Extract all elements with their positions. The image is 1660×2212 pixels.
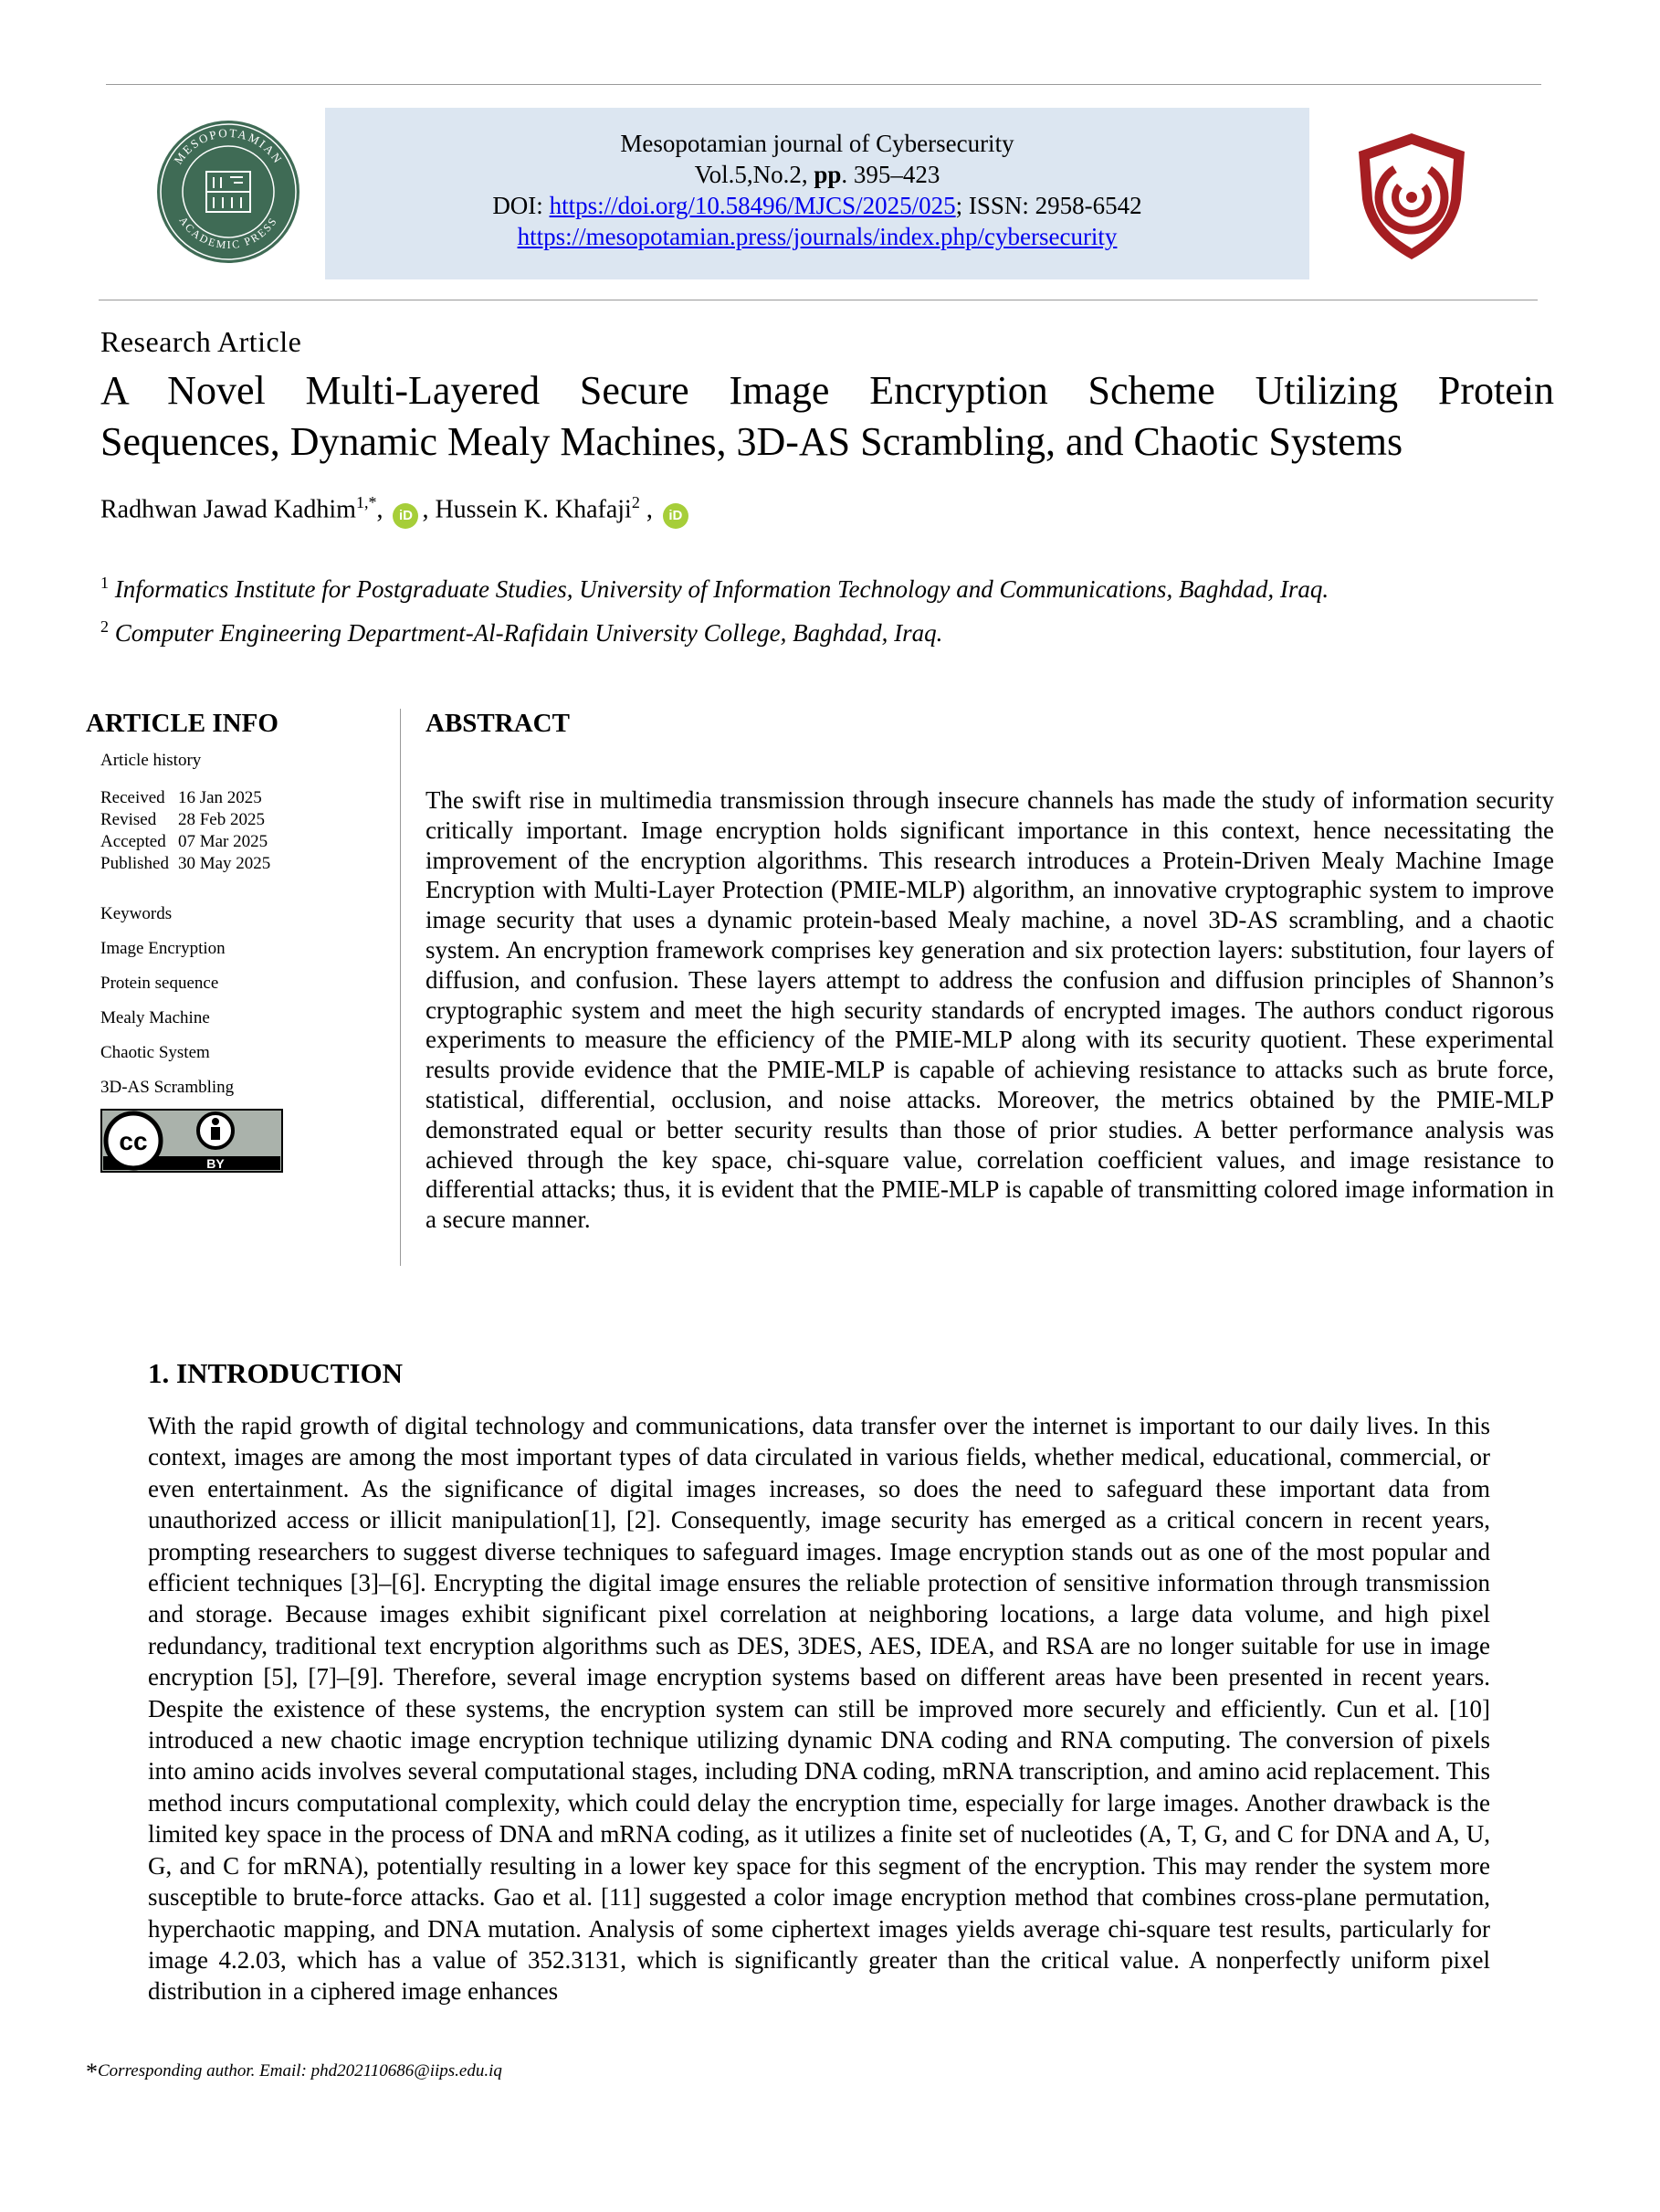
- header-top-rule: [106, 84, 1541, 85]
- article-history-label: Article history: [100, 751, 202, 770]
- orcid-icon[interactable]: iD: [663, 503, 688, 529]
- keyword-item: Mealy Machine: [100, 1008, 210, 1027]
- license-label: BY: [206, 1156, 225, 1171]
- affiliation-1: $^1$ Informatics Institute for Postgraduate Studies, University of Information Technology and Communications, Baghdad, Iraq.: [100, 574, 1329, 603]
- cc-by-license-icon[interactable]: [100, 1109, 283, 1173]
- column-divider: [400, 709, 401, 1266]
- history-row: Revised 28 Feb 2025: [100, 810, 265, 829]
- article-type: Research Article: [100, 325, 302, 358]
- author-list: Radhwan Jawad Kadhim$^{1,*}$, iD , Hussein K. Khafaji$^2$ , iD: [100, 493, 692, 529]
- history-row: Received 16 Jan 2025: [100, 788, 262, 807]
- author-1: Radhwan Jawad Kadhim: [100, 495, 356, 524]
- abstract-text: The swift rise in multimedia transmission through insecure channels has made the study of information security critically important. Image encryption holds significant importance in this context, hence necessitating the improvement of the encryption algorithms. This research introduces a Protein-Driven Mealy Machine Image Encryption with Multi-Layer Protection (PMIE-MLP) algorithm, an innovative cryptographic system to improve image security that uses a dynamic protein-based Mealy machine, a novel 3D-AS scrambling, and a chaotic system. An encryption framework comprises key generation and six protection layers: substitution, four layers of diffusion, and confusion. These layers attempt to address the confusion and diffusion principles of Shannon’s cryptographic system and meet the high security standards of encrypted images. The authors conduct rigorous experiments to measure the efficiency of the PMIE-MLP along with its security quotient. These experimental results provide evidence that the PMIE-MLP is capable of achieving resistance to attacks such as brute force, statistical, differential, occlusion, and noise attacks. Moreover, the metrics obtained by the PMIE-MLP demonstrated equal or better security results than those of prior studies. A better performance analysis was achieved through the key space, chi-square value, correlation coefficient values, and image resistance to differential attacks; thus, it is evident that the PMIE-MLP is capable of transmitting colored image information in a secure manner.: [426, 786, 1554, 1234]
- doi-link[interactable]: https://doi.org/10.58496/MJCS/2025/025: [549, 192, 956, 219]
- history-row: Published 30 May 2025: [100, 854, 271, 873]
- abstract-heading: ABSTRACT: [426, 709, 570, 738]
- keyword-item: Chaotic System: [100, 1043, 210, 1062]
- keyword-item: 3D-AS Scrambling: [100, 1078, 235, 1097]
- corresponding-author-footnote: *Corresponding author. Email: phd202110686@iips.edu.iq: [86, 2059, 502, 2085]
- journal-shield-logo: [1348, 128, 1476, 265]
- article-info-heading: ARTICLE INFO: [86, 709, 278, 738]
- journal-name: Mesopotamian journal of Cybersecurity: [620, 130, 1014, 157]
- keyword-item: Protein sequence: [100, 974, 219, 993]
- orcid-icon[interactable]: iD: [393, 503, 418, 529]
- keywords-label: Keywords: [100, 904, 173, 923]
- volume-pages: Vol.5,No.2, pp. 395–423: [694, 161, 940, 188]
- title-line-1: A Novel Multi-Layered Secure Image Encryption Scheme Utilizing Protein: [100, 368, 1554, 413]
- doi-line: DOI: https://doi.org/10.58496/MJCS/2025/025; ISSN: 2958-6542: [492, 192, 1142, 219]
- article-history-table: [100, 787, 279, 875]
- keyword-item: Image Encryption: [100, 939, 226, 958]
- article-title: [100, 365, 1554, 468]
- journal-info-box: [325, 108, 1309, 279]
- introduction-text: With the rapid growth of digital technology and communications, data transfer over the internet is important to our daily lives. In this context, images are among the most important types of data circulated in various fields, whether medical, educational, commercial, or even entertainment. As the significance of digital images increases, so does the need to safeguard these important data from unauthorized access or illicit manipulation[1], [2]. Consequently, image security has emerged as a critical concern in recent years, prompting researchers to suggest diverse techniques to safeguard images. Image encryption stands out as one of the most popular and efficient techniques [3]–[6]. Encrypting the digital image ensures the reliable protection of sensitive information through transmission and storage. Because images exhibit significant pixel correlation at neighboring locations, a large data volume, and high pixel redundancy, traditional text encryption algorithms such as DES, 3DES, AES, IDEA, and RSA are no longer suitable for use in image encryption [5], [7]–[9]. Therefore, several image encryption systems based on different areas have been presented in recent years. Despite the existence of these systems, the encryption system can still be improved more securely and efficiently. Cun et al. [10] introduced a new chaotic image encryption technique utilizing dynamic DNA coding and RNA computing. The conversion of pixels into amino acids involves several computational stages, including DNA coding, mRNA transcription, and amino acid replacement. This method incurs computational complexity, which could delay the encryption time, especially for large images. Another drawback is the limited key space in the process of DNA and mRNA coding, as it utilizes a finite set of nucleotides (A, T, G, and C for DNA and A, U, G, and C for mRNA), potentially resulting in a lower key space for this segment of the encryption. This may render the system more susceptible to brute-force attacks. Gao et al. [11] suggested a color image encryption method that combines cross-plane permutation, hyperchaotic mapping, and DNA mutation. Analysis of some ciphertext images yields average chi-square test results, particularly for image 4.2.03, which has a value of 352.3131, which is significantly greater than the critical value. A nonperfectly uniform pixel distribution in a ciphered image enhances: [148, 1412, 1490, 2006]
- svg-text:MESOPOTAMIAN: MESOPOTAMIAN: [171, 125, 286, 167]
- introduction-heading: 1. INTRODUCTION: [148, 1357, 404, 1389]
- svg-text:ACADEMIC PRESS: ACADEMIC PRESS: [176, 214, 280, 252]
- svg-text:cc: cc: [119, 1127, 148, 1155]
- mesopotamian-seal-logo: [155, 119, 301, 265]
- history-row: Accepted 07 Mar 2025: [100, 832, 268, 851]
- journal-url-link[interactable]: https://mesopotamian.press/journals/index.php/cybersecurity: [517, 223, 1118, 250]
- title-line-2: Sequences, Dynamic Mealy Machines, 3D-AS Scrambling, and Chaotic Systems: [100, 419, 1403, 464]
- author-2: , Hussein K. Khafaji: [422, 495, 632, 524]
- affiliation-2: $^2$ Computer Engineering Department-Al-Rafidain University College, Baghdad, Iraq.: [100, 617, 943, 647]
